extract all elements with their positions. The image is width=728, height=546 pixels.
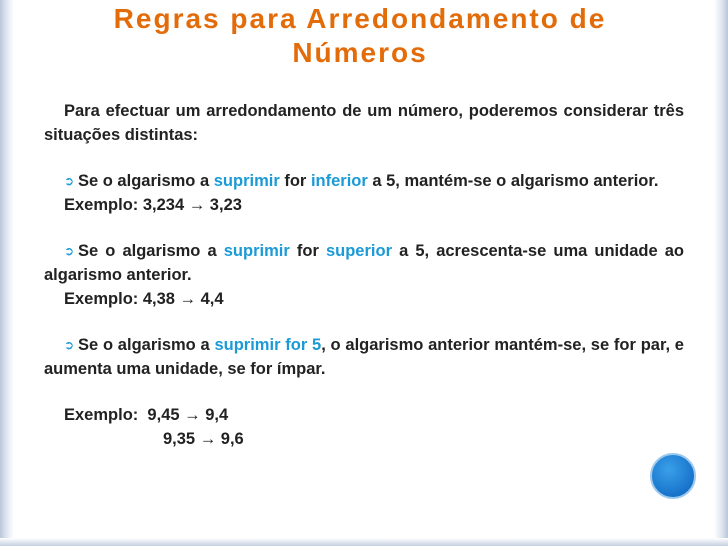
bullet2-mid: for bbox=[289, 242, 326, 260]
slide-frame-left bbox=[0, 0, 14, 546]
bullet1-pre: Se o algarismo a bbox=[78, 172, 214, 190]
bullet1-highlight-inferior: inferior bbox=[310, 172, 368, 190]
bullet1-highlight-suprimir: suprimir bbox=[213, 172, 280, 190]
bullet2-highlight-suprimir: suprimir bbox=[223, 242, 290, 260]
slide-title-line1: Regras para Arredondamento de bbox=[113, 3, 607, 34]
bullet2-pre: Se o algarismo a bbox=[78, 242, 224, 260]
bullet-item-inferior bbox=[44, 169, 684, 193]
bullet1-post: a 5, mantém-se o algarismo anterior. bbox=[367, 172, 659, 190]
slide-title-line2: Números bbox=[292, 37, 428, 68]
bullet2-post: a 5, acrescenta-se uma unidade ao algarismo anterior. bbox=[44, 242, 684, 284]
example-igual-5-b: 9,35 → 9,6 bbox=[163, 430, 244, 448]
bullet1-mid: for bbox=[279, 172, 311, 190]
bullet-item-superior bbox=[44, 239, 684, 287]
decorative-circle-icon bbox=[650, 453, 696, 499]
bullet2-highlight-superior: superior bbox=[325, 242, 392, 260]
slide-frame-bottom bbox=[0, 538, 728, 546]
arrow-bullet-icon: ➲ bbox=[64, 174, 75, 188]
slide-body bbox=[44, 99, 684, 451]
bullet3-pre: Se o algarismo a bbox=[78, 336, 215, 354]
bullet3-post: , o algarismo anterior mantém-se, se for par, e aumenta uma unidade, se for ímpar. bbox=[44, 336, 684, 378]
arrow-bullet-icon: ➲ bbox=[64, 338, 75, 352]
intro-text: Para efectuar um arredondamento de um número, poderemos considerar três situações distintas: bbox=[44, 102, 684, 144]
bullet3-highlight-suprimir-for-5: suprimir for 5 bbox=[214, 336, 322, 354]
arrow-bullet-icon: ➲ bbox=[64, 244, 75, 258]
bullet-item-igual-5 bbox=[44, 333, 684, 381]
example-superior: Exemplo: 4,38 → 4,4 bbox=[64, 290, 224, 308]
example-igual-5-a: Exemplo: 9,45 → 9,4 bbox=[64, 406, 229, 424]
slide-title bbox=[40, 2, 680, 70]
example-inferior: Exemplo: 3,234 → 3,23 bbox=[64, 196, 242, 214]
slide-frame-right bbox=[714, 0, 728, 546]
intro-paragraph bbox=[44, 99, 684, 147]
